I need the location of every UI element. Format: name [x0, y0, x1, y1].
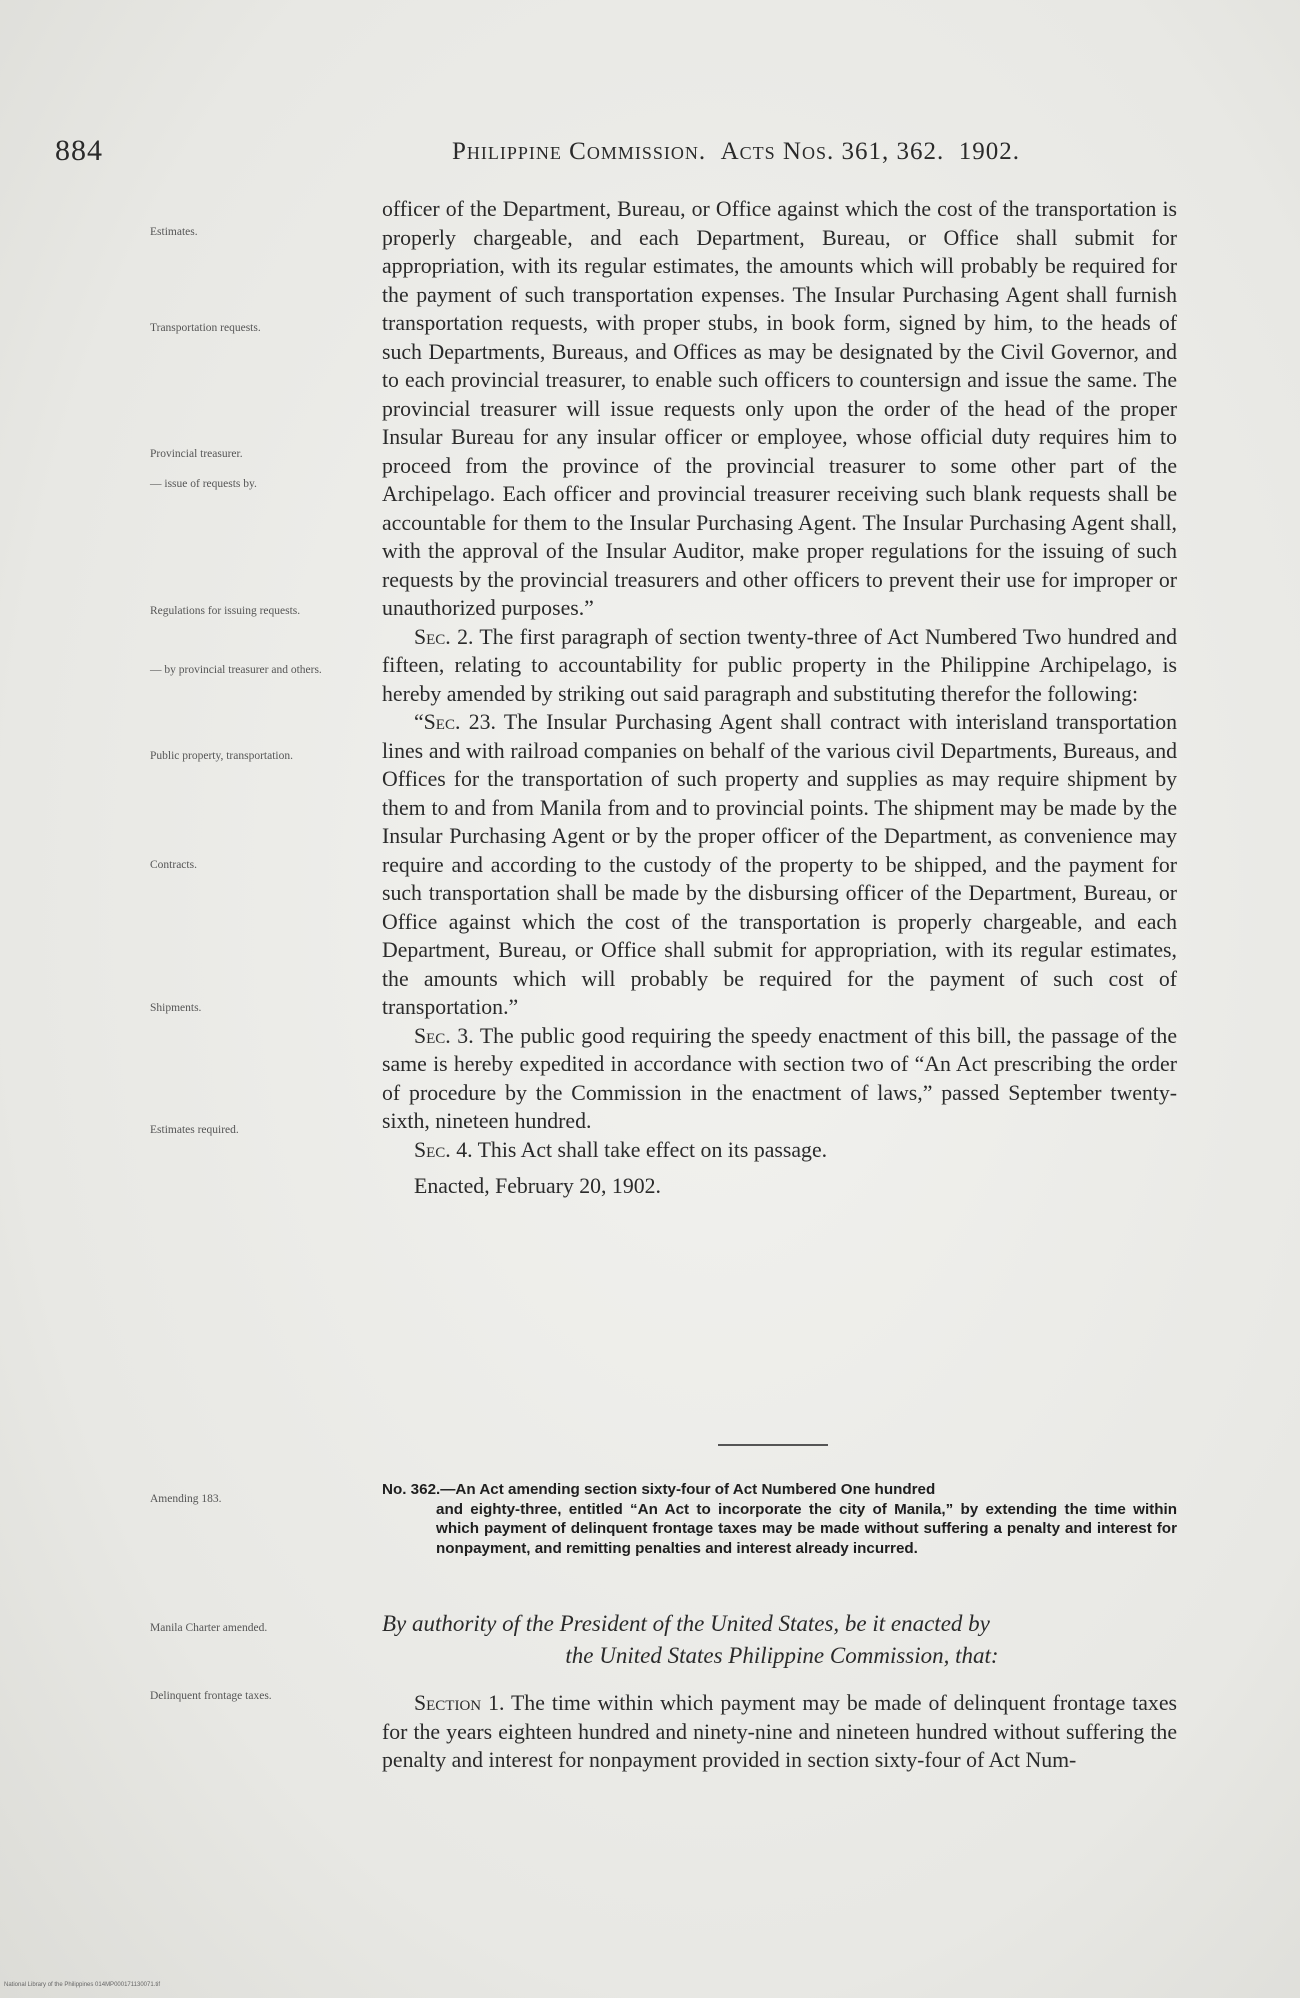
section-4-label: Sec. 4.: [414, 1137, 473, 1162]
margin-note-shipments: Shipments.: [150, 1002, 202, 1014]
section-3-text: The public good requiring the speedy enactment of this bill, the passage of the same is hereby expedited in accordance with section two of “An Act prescribing the order of procedure by the Commission in the enactment of laws,” passed September twenty-sixth, nineteen hundred.: [382, 1023, 1177, 1133]
act-361-text: [382, 195, 1177, 1201]
margin-note-manila-charter: Manila Charter amended.: [150, 1622, 268, 1634]
enacted-date: Enacted, February 20, 1902.: [414, 1174, 661, 1198]
section-4-text: This Act shall take effect on its passage.: [472, 1137, 828, 1162]
act-362-title-first-line: No. 362.—An Act amending section sixty-four of Act Numbered One hundred: [382, 1481, 936, 1498]
section-23-label: “Sec. 23.: [414, 710, 496, 734]
section-23-text: The Insular Purchasing Agent shall contract with interisland transportation lines and with railroad companies on behalf of the various civil Departments, Bureaus, and Offices for the transportation of such property and supplies as may require shipment by them to and from Manila from and to provincial points. The shipment may be made by the Insular Purchasing Agent or by the proper officer of the Department, as convenience may require and according to the custody of the property to be shipped, and the payment for such transportation shall be made by the disbursing officer of the Department, Bureau, or Office against which the cost of the transportation is properly chargeable, and each Department, Bureau, or Office shall submit for appropriation, with its regular estimates, the amounts which will probably be required for the payment of such cost of transportation.”: [382, 710, 1177, 1019]
act-362-section-1-label: Section 1.: [414, 1691, 505, 1715]
margin-note-estimates-required: Estimates required.: [150, 1124, 239, 1136]
running-head-year: 1902.: [958, 138, 1020, 165]
section-3-label: Sec. 3.: [414, 1023, 474, 1048]
section-2-label: Sec. 2.: [414, 624, 474, 649]
section-2-text: The first paragraph of section twenty-three of Act Numbered Two hundred and fifteen, relating to accountability for public property in the Philippine Archipelago, is hereby amended by striking out said paragraph and substituting therefor the following:: [382, 624, 1177, 706]
running-head-acts: Acts Nos. 361, 362.: [720, 138, 945, 165]
enacting-clause: [382, 1608, 1182, 1672]
act-362-title-rest: and eighty-three, entitled “An Act to incorporate the city of Manila,” by extending the time within which payment of delinquent frontage taxes may be made without suffering a penalty and interest for nonpayment, and remitting penalties and interest already incurred.: [436, 1500, 1177, 1557]
margin-note-estimates: Estimates.: [150, 226, 198, 238]
page-header: [0, 134, 1300, 174]
margin-note-public-property: Public property, transportation.: [150, 750, 293, 762]
section-4: [382, 1136, 1177, 1165]
section-23: [382, 708, 1177, 1022]
act-362-section-1-text: The time within which payment may be made of delinquent frontage taxes for the years eighteen hundred and ninety-nine and nineteen hundred without suffering the penalty and interest for nonpayment provided in section sixty-four of Act Num-: [382, 1691, 1177, 1772]
running-head-commission: Philippine Commission.: [452, 138, 707, 165]
enacting-clause-line-1: By authority of the President of the United States, be it enacted by: [382, 1611, 990, 1636]
enacting-clause-line-2: the United States Philippine Commission, that:: [565, 1643, 999, 1668]
scan-credit: National Library of the Philippines 014MP000171130071.tif: [4, 1982, 160, 1988]
margin-note-delinquent-frontage: Delinquent frontage taxes.: [150, 1690, 272, 1702]
margin-note-by-provincial-treasurer: — by provincial treasurer and others.: [150, 664, 322, 676]
margin-note-transportation-requests: Transportation requests.: [150, 322, 261, 334]
act-362-title: [382, 1480, 1177, 1558]
section-3: [382, 1022, 1177, 1136]
section-2: [382, 623, 1177, 709]
margin-note-regulations: Regulations for issuing requests.: [150, 605, 301, 617]
continued-paragraph: officer of the Department, Bureau, or Office against which the cost of the transportation is properly chargeable, and each Department, Bureau, or Office shall submit for appropriation, with its regular estimates, the amounts which will probably be required for the payment of such transportation expenses. The Insular Purchasing Agent shall furnish transportation requests, with proper stubs, in book form, signed by him, to the heads of such Departments, Bureaus, and Offices as may be designated by the Civil Governor, and to each provincial treasurer, to enable such officers to countersign and issue the same. The provincial treasurer will issue requests only upon the order of the head of the proper Insular Bureau for any insular officer or employee, whose official duty requires him to proceed from the province of the provincial treasurer to some other part of the Archipelago. Each officer and provincial treasurer receiving such blank requests shall be accountable for them to the Insular Purchasing Agent. The Insular Purchasing Agent shall, with the approval of the Insular Auditor, make proper regulations for the issuing of such requests by the provincial treasurers and other officers to prevent their use for improper or unauthorized purposes.”: [382, 197, 1177, 620]
act-362-text: [382, 1689, 1177, 1775]
section-divider: [718, 1444, 828, 1446]
running-head: [452, 138, 1020, 166]
margin-note-amending-183: Amending 183.: [150, 1493, 222, 1505]
page-number: 884: [55, 134, 103, 167]
margin-note-issue-of-requests: — issue of requests by.: [150, 478, 257, 490]
margin-note-contracts: Contracts.: [150, 859, 197, 871]
act-362-section-1: [382, 1689, 1177, 1775]
margin-note-provincial-treasurer: Provincial treasurer.: [150, 448, 243, 460]
